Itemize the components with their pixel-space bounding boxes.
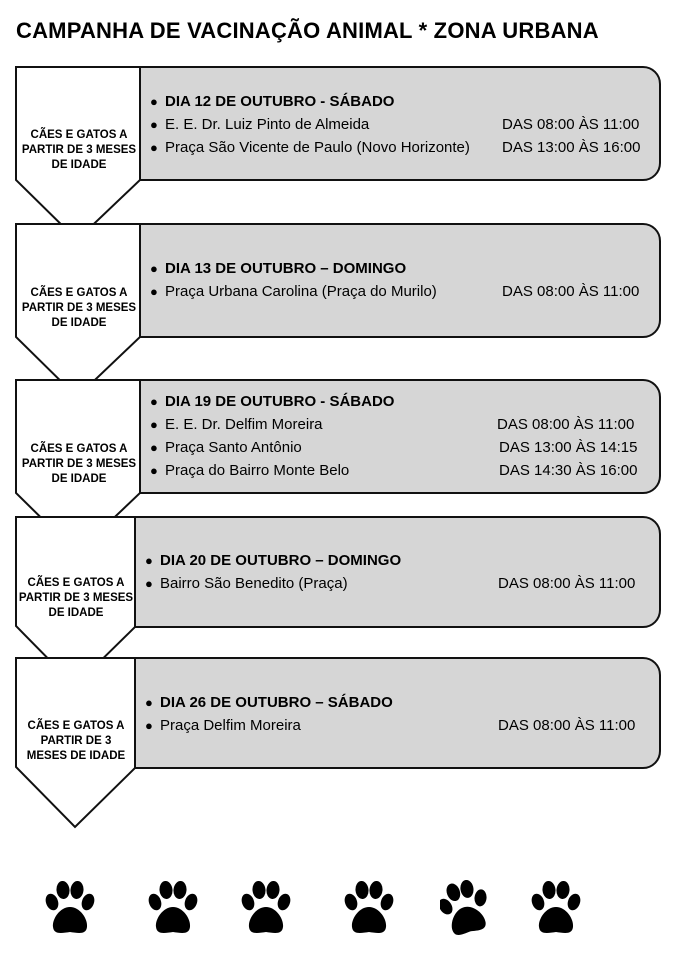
location-name: E. E. Dr. Luiz Pinto de Almeida [165,116,370,133]
day-heading-row [136,550,659,572]
day-heading: DIA 19 DE OUTUBRO - SÁBADO [165,393,395,410]
time-range: DAS 08:00 ÀS 11:00 [497,416,635,433]
side-label [17,128,141,173]
schedule-box [139,66,661,181]
day-heading-row [136,692,659,714]
paw-icon [148,880,198,940]
bullet: ● [150,417,158,432]
time-range: DAS 13:00 ÀS 14:15 [499,439,638,456]
bullet: ● [150,440,158,455]
bullet: ● [150,284,158,299]
location-name: Bairro São Benedito (Praça) [160,575,348,592]
side-label-line: PARTIR DE 3 MESES [21,144,137,156]
time-range: DAS 08:00 ÀS 11:00 [498,575,636,592]
schedule-block-5 [0,657,679,833]
day-heading-row [141,91,659,113]
time-range: DAS 13:00 ÀS 16:00 [502,139,641,156]
schedule-box [134,657,661,769]
location-name: Praça do Bairro Monte Belo [165,462,350,479]
side-label-line: CÃES E GATOS A [27,577,125,589]
side-label-line: MESES DE IDADE [26,750,126,762]
side-label-line: PARTIR DE 3 MESES [18,592,134,604]
bullet: ● [150,463,158,478]
location-row [136,715,659,737]
day-heading: DIA 20 DE OUTUBRO – DOMINGO [160,552,402,569]
day-heading: DIA 26 DE OUTUBRO – SÁBADO [160,694,393,711]
side-label-line: CÃES E GATOS A [30,287,128,299]
page-title: CAMPANHA DE VACINAÇÃO ANIMAL * ZONA URBANA [16,18,599,43]
bullet: ● [145,553,153,568]
side-label-line: PARTIR DE 3 [40,735,112,747]
paw-icon [440,880,490,940]
day-heading-row [141,391,659,413]
location-name: Praça Santo Antônio [165,439,302,456]
side-label [17,719,135,764]
location-row [141,281,659,303]
bullet: ● [145,576,153,591]
paw-icon [344,880,394,940]
bullet: ● [150,261,158,276]
location-row [136,573,659,595]
location-row [141,437,659,459]
side-label-line: PARTIR DE 3 MESES [21,302,137,314]
location-name: Praça Urbana Carolina (Praça do Murilo) [165,283,437,300]
time-range: DAS 08:00 ÀS 11:00 [498,717,636,734]
side-label-line: DE IDADE [51,473,107,485]
time-range: DAS 08:00 ÀS 11:00 [502,283,640,300]
bullet: ● [150,117,158,132]
side-label [17,576,135,621]
bullet: ● [145,695,153,710]
location-row [141,114,659,136]
side-label-line: DE IDADE [48,607,104,619]
day-heading: DIA 13 DE OUTUBRO – DOMINGO [165,260,407,277]
location-row [141,137,659,159]
side-label-line: CÃES E GATOS A [30,129,128,141]
location-name: E. E. Dr. Delfim Moreira [165,416,323,433]
bullet: ● [150,94,158,109]
location-row [141,414,659,436]
time-range: DAS 08:00 ÀS 11:00 [502,116,640,133]
side-label [17,286,141,331]
schedule-block-1 [0,66,679,242]
bullet: ● [150,394,158,409]
side-label-line: CÃES E GATOS A [30,443,128,455]
day-heading-row [141,258,659,280]
location-row [141,460,659,482]
schedule-box [134,516,661,628]
schedule-box [139,379,661,494]
location-name: Praça Delfim Moreira [160,717,301,734]
bullet: ● [150,140,158,155]
paw-icon [531,880,581,940]
side-label-line: PARTIR DE 3 MESES [21,458,137,470]
side-label-line: DE IDADE [51,317,107,329]
schedule-block-2 [0,223,679,399]
paw-icon [241,880,291,940]
schedule-box [139,223,661,338]
time-range: DAS 14:30 ÀS 16:00 [499,462,638,479]
paw-row [0,880,679,950]
paw-icon [45,880,95,940]
bullet: ● [145,718,153,733]
day-heading: DIA 12 DE OUTUBRO - SÁBADO [165,93,395,110]
side-label-line: DE IDADE [51,159,107,171]
side-label [17,442,141,487]
location-name: Praça São Vicente de Paulo (Novo Horizonte) [165,139,470,156]
side-label-line: CÃES E GATOS A [27,720,125,732]
